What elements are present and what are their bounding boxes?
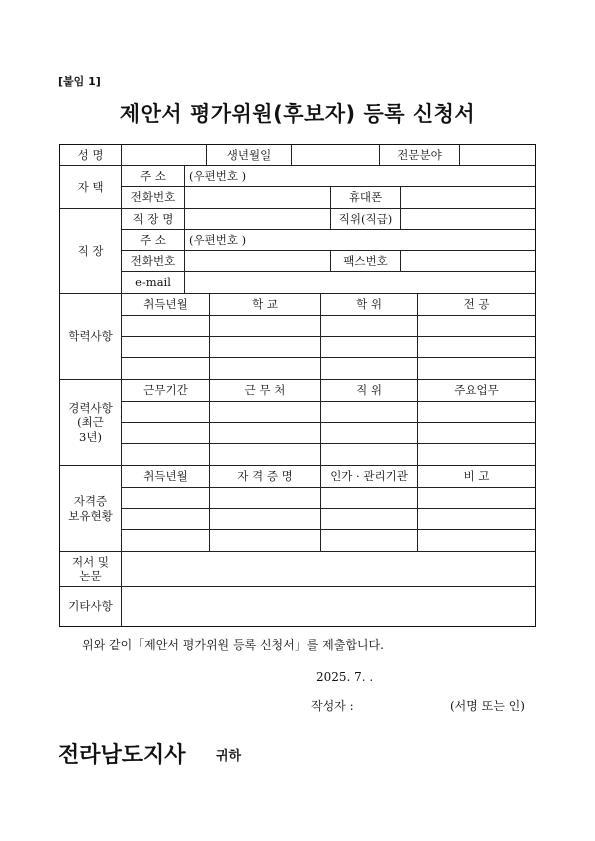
license-label-line2: 보유현황 xyxy=(68,508,113,523)
publications-label-line2: 논문 xyxy=(79,569,102,583)
home-address-field[interactable]: (우편번호 ) xyxy=(185,166,535,187)
workplace-label: 직 장 xyxy=(60,209,122,294)
career-cell[interactable] xyxy=(210,402,321,423)
career-col-period: 근무기간 xyxy=(122,380,210,402)
license-cell[interactable] xyxy=(122,509,210,530)
other-label: 기타사항 xyxy=(60,587,122,626)
career-cell[interactable] xyxy=(418,402,535,423)
edu-cell[interactable] xyxy=(210,358,321,380)
work-phone-label: 전화번호 xyxy=(122,251,185,272)
edu-cell[interactable] xyxy=(210,316,321,337)
license-col-year: 취득년월 xyxy=(122,466,210,488)
home-phone-label: 전화번호 xyxy=(122,187,185,209)
birth-date-label: 생년월일 xyxy=(207,145,292,166)
signature-note: (서명 또는 인) xyxy=(450,699,525,713)
home-address-label: 주 소 xyxy=(122,166,185,187)
recipient-suffix: 귀하 xyxy=(216,749,242,764)
work-phone-field[interactable] xyxy=(185,251,331,272)
workplace-name-label: 직 장 명 xyxy=(122,209,185,230)
career-label-line1: 경력사항 xyxy=(68,400,113,415)
license-cell[interactable] xyxy=(321,530,418,552)
specialty-label: 전문분야 xyxy=(380,145,460,166)
position-label: 직위(직급) xyxy=(331,209,401,230)
edu-col-major: 전 공 xyxy=(418,294,535,316)
career-cell[interactable] xyxy=(122,423,210,444)
education-label: 학력사항 xyxy=(60,294,122,380)
license-col-remarks: 비 고 xyxy=(418,466,535,488)
edu-cell[interactable] xyxy=(321,337,418,358)
edu-cell[interactable] xyxy=(418,316,535,337)
edu-cell[interactable] xyxy=(418,358,535,380)
publications-field[interactable] xyxy=(122,552,535,587)
license-label xyxy=(60,466,122,552)
name-label: 성 명 xyxy=(60,145,122,166)
edu-col-school: 학 교 xyxy=(210,294,321,316)
license-col-authority: 인가 · 관리기관 xyxy=(321,466,418,488)
publications-label-line1: 저서 및 xyxy=(72,554,109,569)
recipient: 전라남도지사 xyxy=(58,743,186,768)
submission-date: 2025. 7. . xyxy=(316,670,374,684)
publications-label xyxy=(60,552,122,587)
edu-cell[interactable] xyxy=(122,337,210,358)
career-label-line3: 3년) xyxy=(79,429,102,444)
license-label-line1: 자격증 xyxy=(73,494,108,509)
edu-col-year: 취득년월 xyxy=(122,294,210,316)
career-col-position: 직 위 xyxy=(321,380,418,402)
other-field[interactable] xyxy=(122,587,535,626)
mobile-field[interactable] xyxy=(401,187,535,209)
fax-field[interactable] xyxy=(401,251,535,272)
fax-label: 팩스번호 xyxy=(331,251,401,272)
edu-col-degree: 학 위 xyxy=(321,294,418,316)
home-label: 자 택 xyxy=(60,166,122,209)
home-phone-field[interactable] xyxy=(185,187,331,209)
license-cell[interactable] xyxy=(122,488,210,509)
license-cell[interactable] xyxy=(321,509,418,530)
license-cell[interactable] xyxy=(210,488,321,509)
career-cell[interactable] xyxy=(418,444,535,466)
work-address-field[interactable]: (우편번호 ) xyxy=(185,230,535,251)
license-cell[interactable] xyxy=(321,488,418,509)
career-col-duties: 주요업무 xyxy=(418,380,535,402)
license-cell[interactable] xyxy=(210,509,321,530)
career-cell[interactable] xyxy=(210,444,321,466)
license-cell[interactable] xyxy=(122,530,210,552)
email-field[interactable] xyxy=(185,272,535,294)
attachment-tag: [붙임 1] xyxy=(58,75,101,88)
workplace-name-field[interactable] xyxy=(185,209,331,230)
edu-cell[interactable] xyxy=(122,358,210,380)
career-cell[interactable] xyxy=(210,423,321,444)
edu-cell[interactable] xyxy=(321,358,418,380)
edu-cell[interactable] xyxy=(122,316,210,337)
career-col-workplace: 근 무 처 xyxy=(210,380,321,402)
declaration-text: 위와 같이「제안서 평가위원 등록 신청서」를 제출합니다. xyxy=(82,638,384,652)
license-cell[interactable] xyxy=(210,530,321,552)
mobile-label: 휴대폰 xyxy=(331,187,401,209)
edu-cell[interactable] xyxy=(321,316,418,337)
career-cell[interactable] xyxy=(321,402,418,423)
page-title: 제안서 평가위원(후보자) 등록 신청서 xyxy=(119,102,476,126)
career-cell[interactable] xyxy=(122,444,210,466)
career-cell[interactable] xyxy=(418,423,535,444)
edu-cell[interactable] xyxy=(210,337,321,358)
position-field[interactable] xyxy=(401,209,535,230)
birth-date-field[interactable] xyxy=(292,145,380,166)
edu-cell[interactable] xyxy=(418,337,535,358)
email-label: e-mail xyxy=(122,272,185,294)
work-address-label: 주 소 xyxy=(122,230,185,251)
career-label xyxy=(60,380,122,466)
license-cell[interactable] xyxy=(418,530,535,552)
name-field[interactable] xyxy=(122,145,207,166)
license-cell[interactable] xyxy=(418,509,535,530)
specialty-field[interactable] xyxy=(460,145,535,166)
career-cell[interactable] xyxy=(321,444,418,466)
career-cell[interactable] xyxy=(122,402,210,423)
license-col-name: 자 격 증 명 xyxy=(210,466,321,488)
license-cell[interactable] xyxy=(418,488,535,509)
career-cell[interactable] xyxy=(321,423,418,444)
career-label-line2: (최근 xyxy=(77,415,104,430)
author-label: 작성자 : xyxy=(311,699,354,713)
